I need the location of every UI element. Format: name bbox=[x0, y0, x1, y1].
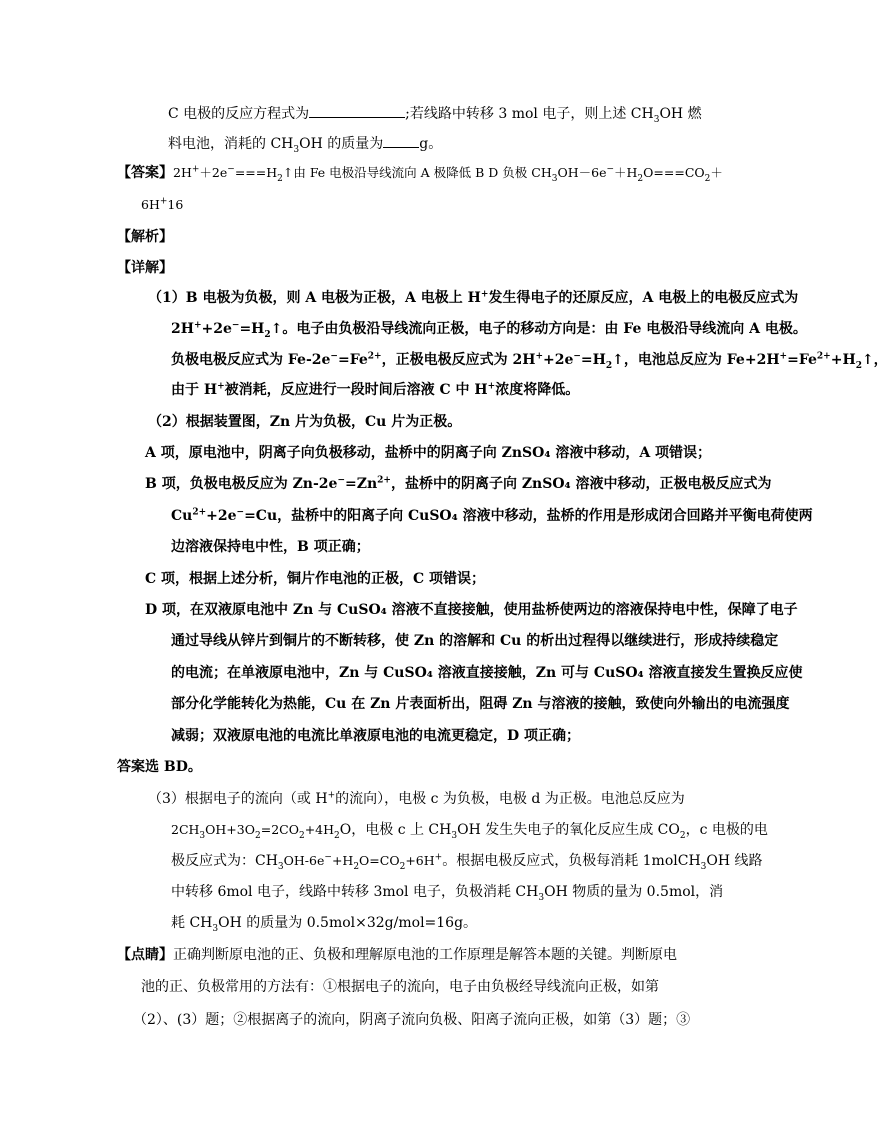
tip-line-1: 【点睛】正确判断原电池的正、负极和理解原电池的工作原理是解答本题的关键。判断原电 bbox=[117, 947, 677, 963]
analysis-tag: 【解析】 bbox=[117, 229, 173, 245]
tip-line-2: 池的正、负极常用的方法有：①根据电子的流向，电子由负极经导线流向正极，如第 bbox=[141, 979, 659, 995]
detail-option-c: C 项，根据上述分析，铜片作电池的正极，C 项错误； bbox=[145, 571, 486, 587]
answer-line-2: 6H+16 bbox=[141, 196, 184, 212]
detail-p3-line-2: $2CH_3OH+3O_2=2CO_2+4H_2O$，电极 c 上 $CH_3OH$ 发生失电子的氧化反应生成 $CO_2$，c 电极的电 bbox=[171, 822, 768, 841]
detail-option-b-line-3: 边溶液保持电中性，B 项正确； bbox=[171, 539, 370, 555]
detail-p1-line-4: 由于 H+被消耗，反应进行一段时间后溶液 C 中 H+浓度将降低。 bbox=[171, 381, 580, 398]
detail-p3-line-5: 耗 $CH_3OH$ 的质量为 0.5mol×32g/mol=16g。 bbox=[171, 915, 478, 934]
answer-tag: 【答案】 bbox=[117, 165, 173, 181]
detail-p3-line-1: （3）根据电子的流向（或 H+的流向），电极 c 为负极，电极 d 为正极。电池总反应为 bbox=[148, 790, 685, 807]
answer-blank-2 bbox=[383, 133, 419, 148]
detail-option-d-line-2: 通过导线从锌片到铜片的不断转移，使 Zn 的溶解和 Cu 的析出过程得以继续进行，形成持续稳定 bbox=[171, 633, 779, 649]
detail-tag: 【详解】 bbox=[117, 260, 173, 276]
detail-option-d-line-1: D 项，在双液原电池中 Zn 与 CuSO₄ 溶液不直接接触，使用盐桥使两边的溶液保持电中性，保障了电子 bbox=[145, 602, 798, 618]
detail-p3-line-3: 极反应式为：$CH_3OH-6e^-+H_2O=CO_2+6H^+$。根据电极反应式，负极每消耗 1molCH$_3$OH 线路 bbox=[171, 852, 763, 872]
detail-p1-line-3: 负极电极反应式为 $Fe-2e^-=Fe^{2+}$，正极电极反应式为 $2H^++2e^-=H_2↑$，电池总反应为 $Fe+2H^+=Fe^{2+}+H_2↑$， bbox=[171, 351, 888, 371]
detail-p1-line-2: $2H^++2e^-=H_2↑$。电子由负极沿导线流向正极，电子的移动方向是：由 Fe 电极沿导线流向 A 电极。 bbox=[171, 320, 807, 340]
detail-p1-line-1: （1）B 电极为负极，则 A 电极为正极，A 电极上 H+发生得电子的还原反应，A 电极上的电极反应式为 bbox=[148, 289, 799, 306]
tip-line-3: （2）、(3）题；②根据离子的流向，阴离子流向负极、阳离子流向正极，如第（3）题；③ bbox=[133, 1012, 691, 1028]
q3-stem-line-1: C 电极的反应方程式为 ;若线路中转移 3 mol 电子，则上述 $CH_3OH$ 燃 bbox=[168, 103, 702, 124]
detail-option-d-line-5: 减弱；双液原电池的电流比单液原电池的电流更稳定，D 项正确； bbox=[171, 728, 581, 744]
q3-stem-line-2: 料电池，消耗的 $CH_3OH$ 的质量为 g。 bbox=[168, 133, 442, 154]
answer-blank-1 bbox=[309, 103, 405, 118]
answer-line-1: 【答案】$2H^++2e^-===H_2↑$由 Fe 电极沿导线流向 A 极降低 B D 负极 $CH_3OH-6e^-+H_2O===CO_2+$ bbox=[117, 164, 723, 184]
detail-p3-line-4: 中转移 6mol 电子，线路中转移 3mol 电子，负极消耗 $CH_3OH$ 物质的量为 0.5mol，消 bbox=[171, 884, 724, 903]
detail-option-d-line-4: 部分化学能转化为热能，Cu 在 Zn 片表面析出，阻碍 Zn 与溶液的接触，致使向外输出的电流强度 bbox=[171, 696, 790, 712]
detail-option-b-line-2: $Cu^{2+}+2e^-=Cu$，盐桥中的阳离子向 CuSO₄ 溶液中移动，盐桥的作用是形成闭合回路并平衡电荷使两 bbox=[171, 507, 813, 524]
tip-tag: 【点睛】 bbox=[117, 947, 173, 963]
detail-answer-choice: 答案选 BD。 bbox=[117, 759, 202, 775]
detail-option-d-line-3: 的电流；在单液原电池中，Zn 与 CuSO₄ 溶液直接接触，Zn 可与 CuSO₄ 溶液直接发生置换反应使 bbox=[171, 665, 803, 681]
detail-option-b-line-1: B 项，负极电极反应为 $Zn-2e^-=Zn^{2+}$，盐桥中的阴离子向 ZnSO₄ 溶液中移动，正极电极反应式为 bbox=[145, 475, 772, 492]
detail-p2-line-1: （2）根据装置图，Zn 片为负极，Cu 片为正极。 bbox=[148, 414, 462, 430]
detail-option-a: A 项，原电池中，阴离子向负极移动，盐桥中的阴离子向 ZnSO₄ 溶液中移动，A 项错误； bbox=[145, 445, 712, 461]
